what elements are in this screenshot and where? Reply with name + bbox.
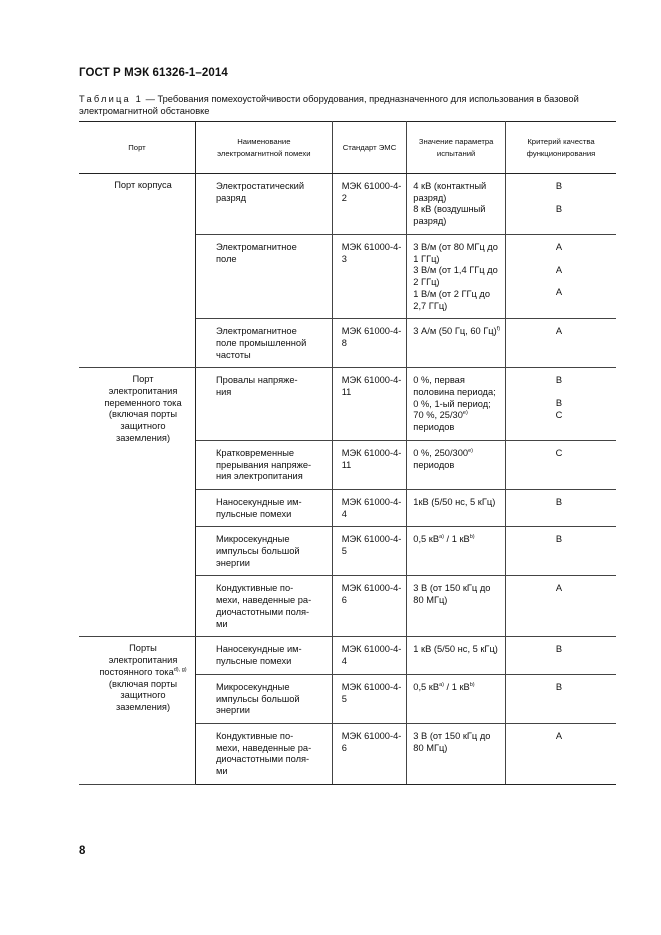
port-label: Порт электропитания переменного тока (включая порты защитного заземления) [104, 374, 182, 443]
port-cell-enclosure [79, 174, 195, 368]
criterion-cell: B B [505, 174, 616, 235]
header-value: Значение параметра испытаний [407, 122, 506, 174]
header-standard: Стандарт ЭМС [332, 122, 407, 174]
header-disturbance: Наименование электромагнитной помехи [195, 122, 332, 174]
table-caption-label: Таблица 1 [79, 94, 144, 104]
disturbance-cell: Кондуктивные по- мехи, наведенные ра- диочастотными поля- ми [195, 576, 332, 637]
criterion-cell: C [505, 440, 616, 489]
standard-cell: МЭК 61000-4-11 [332, 440, 407, 489]
value-cell: 1 кВ (5/50 нс, 5 кГц) [407, 637, 506, 674]
table-row [79, 368, 616, 441]
port-cell-dc-power [79, 637, 195, 784]
standard-cell: МЭК 61000-4-11 [332, 368, 407, 441]
immunity-requirements-table [79, 121, 616, 785]
standard-cell: МЭК 61000-4-3 [332, 235, 407, 319]
value-cell: 1кВ (5/50 нс, 5 кГц) [407, 489, 506, 526]
standard-cell: МЭК 61000-4-5 [332, 674, 407, 723]
disturbance-cell: Электромагнитное поле промышленной частоты [195, 319, 332, 368]
value-cell: 0 %, первая половина периода; 0 %, 1-ый период; 70 %, 25/30$^{e)}$ периодов [407, 368, 506, 441]
value-cell: 3 В (от 150 кГц до 80 МГц) [407, 576, 506, 637]
disturbance-cell: Микросекундные импульсы большой энергии [195, 674, 332, 723]
standard-cell: МЭК 61000-4-8 [332, 319, 407, 368]
table-caption [79, 93, 616, 117]
value-cell: 3 В (от 150 кГц до 80 МГц) [407, 723, 506, 784]
value-cell: 4 кВ (контактный разряд) 8 кВ (воздушный разряд) [407, 174, 506, 235]
criterion-cell: B [505, 637, 616, 674]
port-label: Порт корпуса [114, 180, 172, 190]
disturbance-cell: Кратковременные прерывания напряже- ния электропитания [195, 440, 332, 489]
standard-cell: МЭК 61000-4-2 [332, 174, 407, 235]
disturbance-cell: Кондуктивные по- мехи, наведенные ра- диочастотными поля- ми [195, 723, 332, 784]
standard-cell: МЭК 61000-4-5 [332, 527, 407, 576]
port-label: Порты электропитания постоянного тока$^{d), g)}$ (включая порты защитного заземления) [99, 643, 187, 712]
standard-cell: МЭК 61000-4-4 [332, 489, 407, 526]
standard-cell: МЭК 61000-4-6 [332, 723, 407, 784]
criterion-cell: A A A [505, 235, 616, 319]
value-cell: 3 В/м (от 80 МГц до 1 ГГц) 3 В/м (от 1,4 ГГц до 2 ГГц) 1 В/м (от 2 ГГц до 2,7 ГГц) [407, 235, 506, 319]
criterion-cell: B [505, 674, 616, 723]
criterion-cell: B [505, 527, 616, 576]
disturbance-cell: Провалы напряже- ния [195, 368, 332, 441]
disturbance-cell: Электромагнитное поле [195, 235, 332, 319]
criterion-cell: B B C [505, 368, 616, 441]
table-caption-text: — Требования помехоустойчивости оборудования, предназначенного для использования в базовой электромагнитной обстановке [79, 94, 579, 116]
criterion-cell: A [505, 576, 616, 637]
value-cell: 0 %, 250/300$^{e)}$ периодов [407, 440, 506, 489]
criterion-cell: A [505, 319, 616, 368]
page-number: 8 [79, 845, 86, 857]
standard-cell: МЭК 61000-4-4 [332, 637, 407, 674]
disturbance-cell: Электростатический разряд [195, 174, 332, 235]
disturbance-cell: Микросекундные импульсы большой энергии [195, 527, 332, 576]
table-row [79, 174, 616, 235]
table-header-row [79, 122, 616, 174]
value-cell: 0,5 $кВ^{a)} / 1$ $кВ^{b)}$ [407, 527, 506, 576]
table-row [79, 637, 616, 674]
value-cell: 0,5 $кВ^{a)} / 1$ $кВ^{b)}$ [407, 674, 506, 723]
header-port: Порт [79, 122, 195, 174]
disturbance-cell: Наносекундные им- пульсные помехи [195, 637, 332, 674]
value-cell: 3 А/м (50 Гц, 60 Гц)$^{f)}$ [407, 319, 506, 368]
header-criterion: Критерий качества функционирования [505, 122, 616, 174]
port-cell-ac-power [79, 368, 195, 637]
disturbance-cell: Наносекундные им- пульсные помехи [195, 489, 332, 526]
criterion-cell: B [505, 489, 616, 526]
standard-cell: МЭК 61000-4-6 [332, 576, 407, 637]
document-id: ГОСТ Р МЭК 61326-1–2014 [79, 67, 228, 79]
criterion-cell: A [505, 723, 616, 784]
